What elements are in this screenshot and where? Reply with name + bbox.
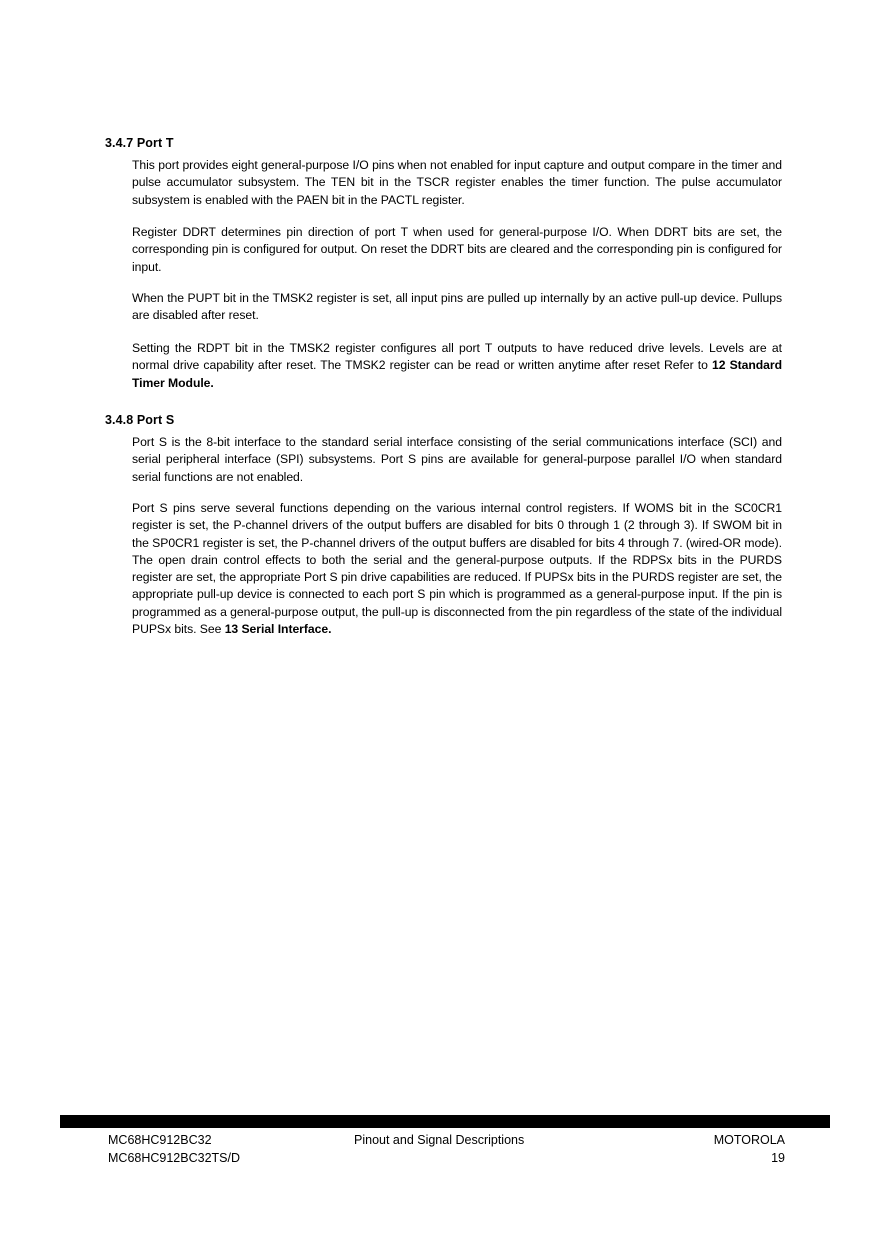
section-heading-port-s: 3.4.8 Port S xyxy=(105,413,175,427)
port-s-paragraph-1: Port S is the 8-bit interface to the standard serial interface consisting of the serial communications interface (SCI) and serial peripheral interface (SPI) subsystems. Port S pins are available for general-purpose parallel I/O when standard serial functions are not enabled. xyxy=(132,435,782,484)
paragraph-text: Setting the RDPT bit in the TMSK2 register configures all port T outputs to have reduced drive levels. Levels are at normal drive capability after reset. The TMSK2 register can be read or written anytime after reset Refer to xyxy=(132,341,782,373)
footer-rule xyxy=(60,1115,830,1128)
footer-part-number: MC68HC912BC32 xyxy=(108,1133,212,1147)
port-t-paragraph-2: Register DDRT determines pin direction of port T when used for general-purpose I/O. When DDRT bits are set, the corresponding pin is configured for output. On reset the DDRT bits are cleared and the corresponding pin is configured for input. xyxy=(132,225,782,274)
port-t-paragraph-1: This port provides eight general-purpose I/O pins when not enabled for input capture and output compare in the timer and pulse accumulator subsystem. The TEN bit in the TSCR register enables the timer function. The pulse accumulator subsystem is enabled with the PAEN bit in the PACTL register. xyxy=(132,158,782,207)
footer-doc-number: MC68HC912BC32TS/D xyxy=(108,1151,240,1165)
cross-reference: 12 Standard Timer Module xyxy=(132,358,783,390)
cross-reference: 13 Serial Interface xyxy=(224,622,329,637)
port-s-paragraph-2 xyxy=(132,500,782,638)
section-heading-port-t: 3.4.7 Port T xyxy=(105,136,174,150)
sentence-end: . xyxy=(328,622,332,637)
footer-section-title: Pinout and Signal Descriptions xyxy=(354,1133,525,1147)
footer-company: MOTOROLA xyxy=(713,1133,785,1147)
sentence-end: . xyxy=(210,375,214,390)
footer-page-number: 19 xyxy=(771,1151,785,1165)
paragraph-text: Port S pins serve several functions depending on the various internal control registers. If WOMS bit in the SC0CR1 register is set, the P-channel drivers of the output buffers are disabled for bits 0 through 1 (2 through 3). If SWOM bit in the SP0CR1 register is set, the P-channel drivers of the output buffers are disabled for bits 4 through 7. (wired-OR mode). The open drain control effects to both the serial and the general-purpose outputs. If the RDPSx bits in the PURDS register are set, the appropriate Port S pin drive capabilities are reduced. If PUPSx bits in the PURDS register are set, the appropriate pull-up device is connected to each port S pin which is programmed as a general-purpose input. If the pin is programmed as a general-purpose output, the pull-up is disconnected from the pin regardless of the state of the individual PUPSx bits. See xyxy=(132,501,782,637)
port-t-paragraph-3: When the PUPT bit in the TMSK2 register is set, all input pins are pulled up internally by an active pull-up device. Pullups are disabled after reset. xyxy=(132,291,782,323)
port-t-paragraph-4 xyxy=(132,340,782,392)
